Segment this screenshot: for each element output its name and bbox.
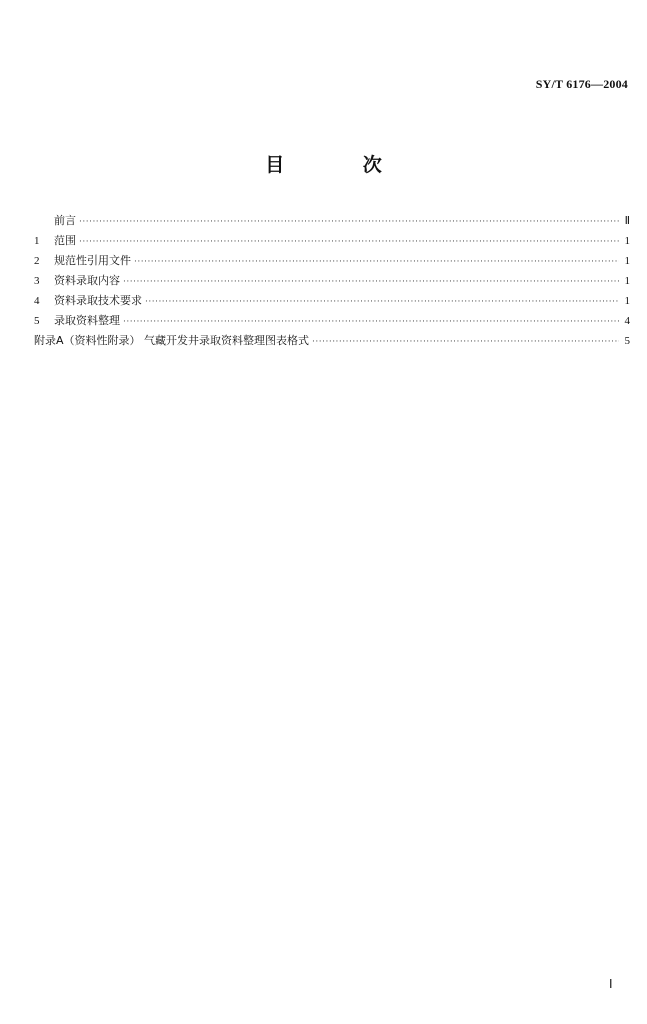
toc-dot-leader: [134, 252, 619, 272]
toc-entry-page: 1: [624, 255, 630, 267]
toc-entry-page: 1: [624, 235, 630, 247]
toc-entry-label: 资料录取技术要求: [54, 294, 142, 307]
toc-entry-page: 5: [624, 335, 630, 347]
toc-entry-label: 规范性引用文件: [54, 254, 131, 267]
toc-entry-label: 前言: [54, 214, 76, 227]
toc-entry-foreword[interactable]: [34, 211, 630, 231]
page-number: Ⅰ: [609, 977, 613, 991]
toc-dot-leader: [145, 292, 619, 312]
toc-dot-leader: [79, 212, 619, 232]
toc-entry-page: 4: [624, 315, 630, 327]
toc-entry-number: 2: [34, 255, 40, 267]
toc-entry-data-content[interactable]: [34, 271, 630, 291]
toc-list: [34, 211, 630, 351]
toc-entry-number: 4: [34, 295, 40, 307]
toc-entry-data-arrangement[interactable]: [34, 311, 630, 331]
standard-code: SY/T 6176—2004: [535, 77, 628, 91]
toc-title: 目 次: [265, 154, 418, 176]
toc-entry-label: 录取资料整理: [54, 314, 120, 327]
toc-dot-leader: [123, 272, 619, 292]
toc-dot-leader: [312, 332, 619, 352]
toc-entry-label: 附录A（资料性附录） 气藏开发井录取资料整理图表格式: [34, 334, 310, 347]
toc-entry-page: 1: [624, 275, 630, 287]
toc-entry-appendix-a[interactable]: [34, 331, 630, 351]
toc-entry-label: 资料录取内容: [54, 274, 120, 287]
toc-entry-number: 1: [34, 235, 40, 247]
toc-entry-label: 范围: [54, 234, 76, 247]
toc-entry-normative-references[interactable]: [34, 251, 630, 271]
toc-entry-page: 1: [624, 295, 630, 307]
toc-entry-number: 5: [34, 315, 40, 327]
toc-entry-scope[interactable]: [34, 231, 630, 251]
toc-dot-leader: [79, 232, 619, 252]
toc-entry-technical-requirements[interactable]: [34, 291, 630, 311]
toc-dot-leader: [123, 312, 619, 332]
toc-entry-page: Ⅱ: [624, 215, 630, 227]
toc-entry-number: 3: [34, 275, 40, 287]
